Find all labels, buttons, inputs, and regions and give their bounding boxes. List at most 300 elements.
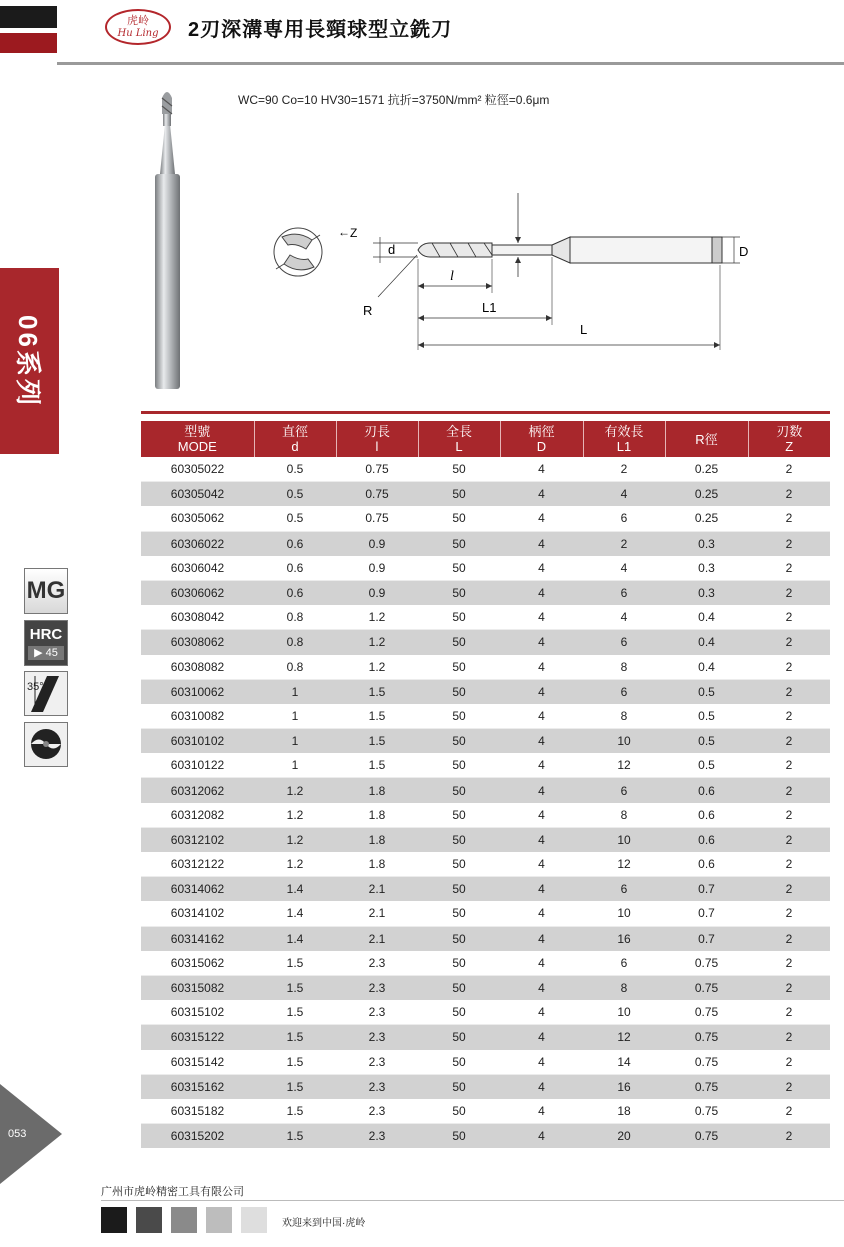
header-red-bar	[0, 33, 57, 53]
table-cell: 0.5	[665, 729, 748, 754]
table-cell: 60315122	[141, 1025, 254, 1050]
page-number: 053	[8, 1128, 27, 1140]
label-R: R	[363, 303, 373, 318]
table-cell: 1.5	[336, 753, 418, 778]
table-cell: 2.3	[336, 1000, 418, 1025]
table-cell: 4	[500, 457, 583, 482]
table-cell: 60310082	[141, 704, 254, 729]
table-cell: 1.5	[254, 951, 336, 976]
table-cell: 2	[748, 457, 830, 482]
table-cell: 1.2	[254, 778, 336, 803]
table-cell: 4	[500, 556, 583, 581]
table-cell: 20	[583, 1124, 665, 1149]
label-D: D	[739, 244, 749, 259]
label-L: L	[580, 322, 588, 337]
table-cell: 0.25	[665, 457, 748, 482]
label-z: Z	[350, 226, 358, 240]
table-cell: 60312122	[141, 852, 254, 877]
header-shank-diameter: 柄徑 D	[500, 421, 583, 457]
table-cell: 50	[418, 803, 500, 828]
table-cell: 2	[748, 1099, 830, 1124]
table-cell: 50	[418, 753, 500, 778]
table-cell: 1.2	[254, 803, 336, 828]
table-cell: 1.4	[254, 877, 336, 902]
table-cell: 60315162	[141, 1074, 254, 1099]
table-cell: 4	[500, 1074, 583, 1099]
table-row	[141, 580, 830, 605]
table-cell: 10	[583, 1000, 665, 1025]
table-cell: 1.5	[254, 1050, 336, 1075]
table-cell: 2	[748, 580, 830, 605]
table-cell: 2	[748, 975, 830, 1000]
table-cell: 60308062	[141, 630, 254, 655]
table-cell: 2	[748, 482, 830, 507]
series-tab	[0, 268, 59, 454]
table-cell: 60308042	[141, 605, 254, 630]
table-cell: 0.75	[336, 457, 418, 482]
table-cell: 0.4	[665, 655, 748, 680]
table-row	[141, 827, 830, 852]
table-cell: 2	[748, 753, 830, 778]
table-row	[141, 753, 830, 778]
table-cell: 4	[500, 1025, 583, 1050]
table-cell: 2	[583, 531, 665, 556]
table-cell: 1.8	[336, 778, 418, 803]
table-cell: 0.4	[665, 605, 748, 630]
color-swatch	[171, 1207, 197, 1233]
table-cell: 50	[418, 1099, 500, 1124]
mg-icon	[24, 568, 68, 614]
table-cell: 60305022	[141, 457, 254, 482]
table-cell: 4	[583, 482, 665, 507]
table-cell: 2	[748, 729, 830, 754]
table-cell: 1.2	[254, 852, 336, 877]
table-cell: 4	[500, 729, 583, 754]
table-row	[141, 457, 830, 482]
table-cell: 1.4	[254, 901, 336, 926]
table-cell: 50	[418, 679, 500, 704]
mg-label: MG	[26, 577, 66, 604]
table-cell: 0.6	[665, 852, 748, 877]
table-cell: 2.3	[336, 1074, 418, 1099]
table-cell: 0.5	[254, 482, 336, 507]
table-cell: 0.5	[254, 506, 336, 531]
label-l: l	[450, 269, 454, 284]
tool-diagram	[260, 185, 760, 360]
table-cell: 0.75	[665, 1074, 748, 1099]
table-cell: 2.1	[336, 901, 418, 926]
table-cell: 0.4	[665, 630, 748, 655]
end-view	[274, 228, 322, 276]
table-cell: 60308082	[141, 655, 254, 680]
table-cell: 16	[583, 1074, 665, 1099]
footer-divider	[101, 1200, 844, 1201]
table-cell: 2.3	[336, 1050, 418, 1075]
table-cell: 60312082	[141, 803, 254, 828]
table-cell: 0.3	[665, 580, 748, 605]
table-cell: 0.7	[665, 877, 748, 902]
table-cell: 60312062	[141, 778, 254, 803]
table-cell: 1	[254, 753, 336, 778]
table-cell: 50	[418, 951, 500, 976]
welcome-text: 欢迎来到中国·虎岭	[282, 1218, 366, 1229]
table-cell: 8	[583, 803, 665, 828]
table-cell: 4	[500, 506, 583, 531]
table-cell: 4	[500, 803, 583, 828]
table-cell: 2	[748, 901, 830, 926]
table-cell: 2	[748, 655, 830, 680]
table-cell: 50	[418, 704, 500, 729]
table-cell: 50	[418, 852, 500, 877]
table-cell: 6	[583, 679, 665, 704]
table-cell: 4	[500, 655, 583, 680]
table-cell: 4	[500, 630, 583, 655]
logo-english: Hu Ling	[117, 28, 159, 39]
table-cell: 50	[418, 1000, 500, 1025]
z-arrow: ←	[338, 225, 350, 239]
table-cell: 1.5	[254, 1124, 336, 1149]
table-cell: 1.5	[336, 704, 418, 729]
table-cell: 2	[748, 1124, 830, 1149]
table-cell: 6	[583, 580, 665, 605]
helix-angle-icon	[24, 671, 68, 716]
table-row	[141, 1074, 830, 1099]
table-cell: 6	[583, 951, 665, 976]
table-row	[141, 951, 830, 976]
table-cell: 6	[583, 877, 665, 902]
table-cell: 12	[583, 1025, 665, 1050]
label-L1: L1	[482, 300, 497, 315]
label-d: d	[388, 242, 396, 257]
table-cell: 60312102	[141, 827, 254, 852]
table-cell: 60315062	[141, 951, 254, 976]
table-cell: 1.2	[254, 827, 336, 852]
table-cell: 1.2	[336, 655, 418, 680]
table-cell: 0.8	[254, 605, 336, 630]
table-row	[141, 729, 830, 754]
table-cell: 4	[500, 1099, 583, 1124]
table-cell: 50	[418, 506, 500, 531]
table-row	[141, 506, 830, 531]
table-cell: 4	[500, 605, 583, 630]
table-cell: 50	[418, 580, 500, 605]
color-swatch	[101, 1207, 127, 1233]
table-cell: 4	[500, 975, 583, 1000]
table-cell: 0.75	[665, 1099, 748, 1124]
table-cell: 4	[500, 778, 583, 803]
table-cell: 2	[748, 852, 830, 877]
table-cell: 2	[748, 1050, 830, 1075]
table-cell: 2	[748, 630, 830, 655]
table-cell: 0.6	[665, 827, 748, 852]
table-cell: 2	[748, 1000, 830, 1025]
series-label: 06系列	[13, 314, 44, 408]
table-cell: 0.75	[665, 951, 748, 976]
table-cell: 2	[748, 556, 830, 581]
hrc-value: ▶ 45	[28, 646, 64, 660]
table-row	[141, 679, 830, 704]
table-row	[141, 926, 830, 951]
page-title: 2刃深溝専用長頸球型立銑刀	[188, 19, 453, 41]
table-cell: 1.5	[336, 679, 418, 704]
table-cell: 4	[583, 556, 665, 581]
color-swatch	[241, 1207, 267, 1233]
table-cell: 6	[583, 506, 665, 531]
table-cell: 1.2	[336, 605, 418, 630]
table-cell: 1.8	[336, 827, 418, 852]
table-cell: 60310062	[141, 679, 254, 704]
table-cell: 2.1	[336, 877, 418, 902]
table-cell: 2	[583, 457, 665, 482]
table-cell: 1.8	[336, 852, 418, 877]
table-cell: 50	[418, 531, 500, 556]
helix-graphic	[25, 672, 67, 715]
table-cell: 0.6	[665, 778, 748, 803]
header-divider	[57, 62, 844, 65]
table-cell: 18	[583, 1099, 665, 1124]
table-cell: 10	[583, 901, 665, 926]
table-cell: 4	[500, 827, 583, 852]
table-cell: 1.5	[254, 1074, 336, 1099]
header-flute-length: 刃長 l	[336, 421, 418, 457]
table-row	[141, 605, 830, 630]
table-cell: 50	[418, 1025, 500, 1050]
table-cell: 2	[748, 926, 830, 951]
table-cell: 60314162	[141, 926, 254, 951]
neck-taper	[160, 124, 175, 174]
table-cell: 50	[418, 1124, 500, 1149]
table-cell: 0.5	[665, 753, 748, 778]
table-body	[141, 457, 830, 1148]
table-cell: 0.6	[254, 556, 336, 581]
table-cell: 50	[418, 1050, 500, 1075]
table-cell: 12	[583, 852, 665, 877]
table-cell: 50	[418, 1074, 500, 1099]
table-row	[141, 531, 830, 556]
table-cell: 4	[500, 901, 583, 926]
table-row	[141, 630, 830, 655]
flute-graphic	[25, 723, 67, 766]
header-overall-length: 全長 L	[418, 421, 500, 457]
table-cell: 4	[500, 704, 583, 729]
table-cell: 10	[583, 827, 665, 852]
table-cell: 0.3	[665, 531, 748, 556]
table-cell: 0.75	[665, 1025, 748, 1050]
table-cell: 12	[583, 753, 665, 778]
table-row	[141, 655, 830, 680]
hrc-label: HRC	[29, 626, 63, 643]
table-cell: 0.6	[254, 531, 336, 556]
table-cell: 0.8	[254, 655, 336, 680]
tool-profile	[418, 237, 722, 263]
table-cell: 0.9	[336, 531, 418, 556]
table-row	[141, 1025, 830, 1050]
table-cell: 1	[254, 729, 336, 754]
table-cell: 4	[500, 531, 583, 556]
table-row	[141, 803, 830, 828]
table-cell: 0.25	[665, 482, 748, 507]
table-cell: 0.9	[336, 556, 418, 581]
table-cell: 2	[748, 605, 830, 630]
table-cell: 50	[418, 926, 500, 951]
table-cell: 14	[583, 1050, 665, 1075]
table-cell: 0.75	[336, 506, 418, 531]
table-cell: 2	[748, 1074, 830, 1099]
table-row	[141, 1000, 830, 1025]
table-cell: 60315082	[141, 975, 254, 1000]
table-cell: 1.5	[254, 975, 336, 1000]
table-cell: 1.5	[336, 729, 418, 754]
table-cell: 4	[500, 1050, 583, 1075]
table-cell: 60314062	[141, 877, 254, 902]
table-row	[141, 482, 830, 507]
header-effective-length: 有效長 L1	[583, 421, 665, 457]
header-black-bar	[0, 6, 57, 28]
table-cell: 50	[418, 482, 500, 507]
table-cell: 0.75	[665, 1050, 748, 1075]
table-header-row	[141, 421, 830, 457]
table-row	[141, 975, 830, 1000]
table-cell: 50	[418, 729, 500, 754]
table-cell: 0.75	[665, 1000, 748, 1025]
table-cell: 60314102	[141, 901, 254, 926]
table-cell: 2.3	[336, 1025, 418, 1050]
table-cell: 50	[418, 901, 500, 926]
table-cell: 0.9	[336, 580, 418, 605]
end-mill-photo	[148, 84, 190, 394]
table-cell: 6	[583, 630, 665, 655]
table-cell: 2	[748, 531, 830, 556]
table-cell: 0.6	[665, 803, 748, 828]
table-cell: 4	[500, 753, 583, 778]
table-cell: 2	[748, 827, 830, 852]
header-diameter: 直徑 d	[254, 421, 336, 457]
table-cell: 50	[418, 975, 500, 1000]
table-cell: 50	[418, 778, 500, 803]
table-cell: 60305062	[141, 506, 254, 531]
two-flute-icon	[24, 722, 68, 767]
company-name: 广州市虎岭精密工具有限公司	[101, 1186, 244, 1198]
table-cell: 4	[500, 580, 583, 605]
table-row	[141, 852, 830, 877]
table-row	[141, 1124, 830, 1149]
table-top-rule	[141, 411, 830, 414]
table-row	[141, 556, 830, 581]
table-cell: 60315202	[141, 1124, 254, 1149]
table-row	[141, 1050, 830, 1075]
table-cell: 0.75	[665, 975, 748, 1000]
table-cell: 60315142	[141, 1050, 254, 1075]
table-cell: 6	[583, 778, 665, 803]
table-row	[141, 704, 830, 729]
table-cell: 50	[418, 630, 500, 655]
table-cell: 1.5	[254, 1000, 336, 1025]
table-cell: 50	[418, 827, 500, 852]
table-cell: 60306042	[141, 556, 254, 581]
table-cell: 2	[748, 877, 830, 902]
table-row	[141, 877, 830, 902]
hrc-icon	[24, 620, 68, 666]
table-cell: 4	[500, 679, 583, 704]
header-radius: R徑	[665, 421, 748, 457]
table-cell: 2	[748, 778, 830, 803]
table-cell: 4	[500, 1000, 583, 1025]
color-swatch	[206, 1207, 232, 1233]
table-cell: 2.3	[336, 1099, 418, 1124]
material-specs: WC=90 Co=10 HV30=1571 抗折=3750N/mm² 粒徑=0.6μm	[238, 93, 550, 107]
shank	[155, 174, 180, 389]
table-cell: 2.3	[336, 975, 418, 1000]
table-cell: 2.3	[336, 1124, 418, 1149]
color-swatch	[136, 1207, 162, 1233]
table-row	[141, 901, 830, 926]
table-cell: 60310122	[141, 753, 254, 778]
brand-logo	[105, 9, 171, 45]
helix-angle: 35°	[27, 681, 44, 693]
table-cell: 50	[418, 556, 500, 581]
table-cell: 2	[748, 704, 830, 729]
table-cell: 0.8	[254, 630, 336, 655]
table-cell: 2	[748, 506, 830, 531]
header-flutes: 刃数 Z	[748, 421, 830, 457]
table-cell: 1.5	[254, 1025, 336, 1050]
table-cell: 2	[748, 951, 830, 976]
table-cell: 4	[500, 482, 583, 507]
table-cell: 50	[418, 605, 500, 630]
table-cell: 0.5	[665, 679, 748, 704]
table-cell: 0.5	[665, 704, 748, 729]
table-cell: 0.75	[665, 1124, 748, 1149]
table-cell: 60315102	[141, 1000, 254, 1025]
table-cell: 4	[500, 951, 583, 976]
table-cell: 2	[748, 803, 830, 828]
table-cell: 8	[583, 975, 665, 1000]
table-cell: 1.5	[254, 1099, 336, 1124]
table-cell: 60305042	[141, 482, 254, 507]
table-cell: 0.3	[665, 556, 748, 581]
table-row	[141, 1099, 830, 1124]
table-cell: 4	[500, 1124, 583, 1149]
table-cell: 4	[500, 877, 583, 902]
table-cell: 1.2	[336, 630, 418, 655]
table-cell: 2.1	[336, 926, 418, 951]
table-cell: 0.6	[254, 580, 336, 605]
table-cell: 2.3	[336, 951, 418, 976]
table-cell: 8	[583, 655, 665, 680]
table-cell: 16	[583, 926, 665, 951]
table-cell: 50	[418, 655, 500, 680]
table-cell: 1.8	[336, 803, 418, 828]
table-cell: 60315182	[141, 1099, 254, 1124]
table-cell: 60310102	[141, 729, 254, 754]
table-cell: 0.7	[665, 901, 748, 926]
table-cell: 50	[418, 877, 500, 902]
table-cell: 0.5	[254, 457, 336, 482]
table-cell: 60306062	[141, 580, 254, 605]
table-cell: 60306022	[141, 531, 254, 556]
table-cell: 50	[418, 457, 500, 482]
table-cell: 4	[583, 605, 665, 630]
table-cell: 0.25	[665, 506, 748, 531]
table-cell: 1	[254, 704, 336, 729]
table-cell: 0.75	[336, 482, 418, 507]
table-cell: 2	[748, 679, 830, 704]
table-cell: 1	[254, 679, 336, 704]
table-cell: 2	[748, 1025, 830, 1050]
table-cell: 1.4	[254, 926, 336, 951]
table-cell: 4	[500, 852, 583, 877]
table-cell: 4	[500, 926, 583, 951]
